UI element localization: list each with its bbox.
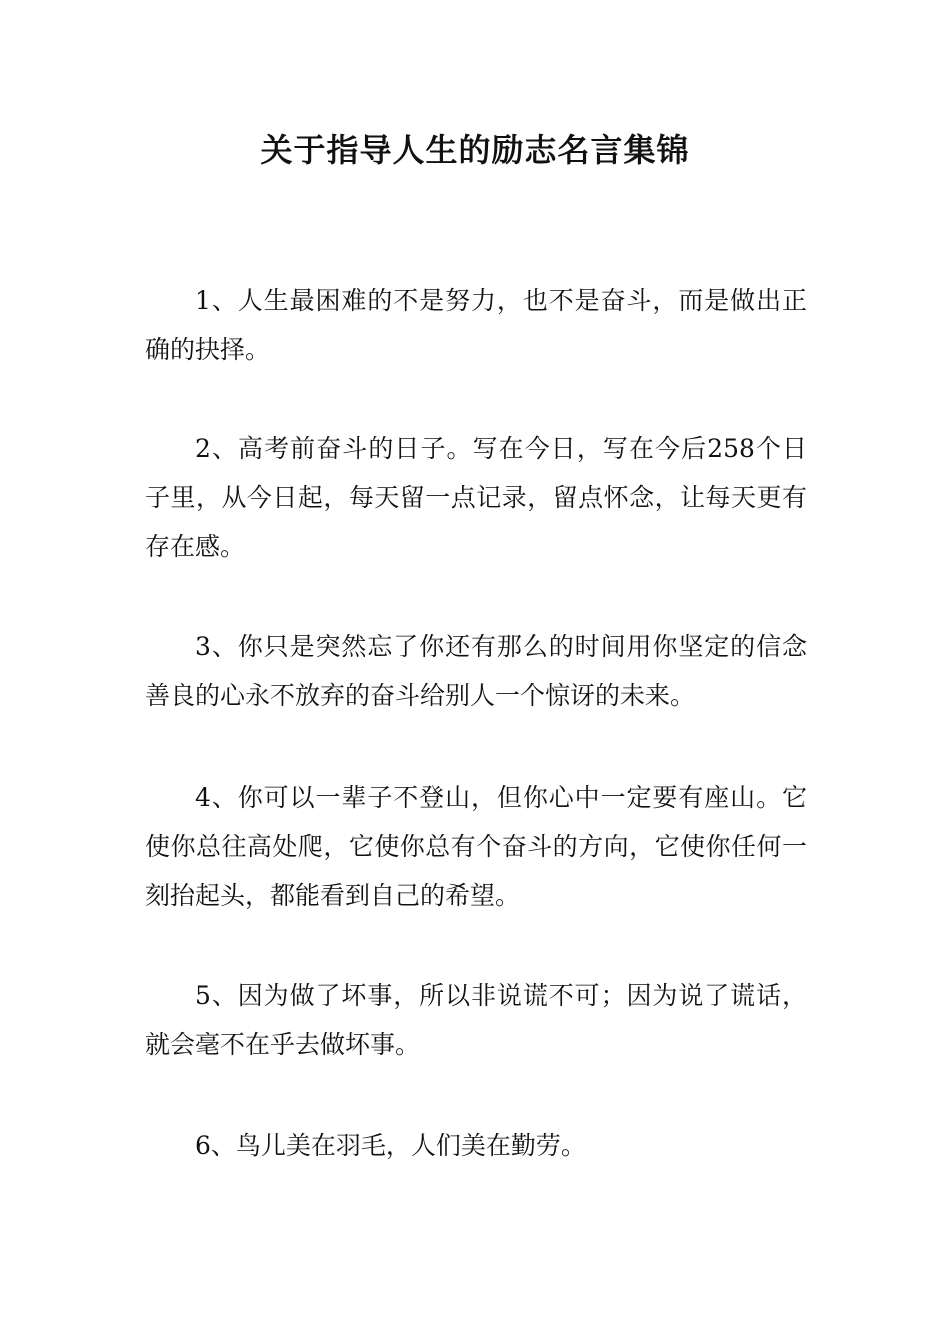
quote-entry-5: 5、因为做了坏事，所以非说谎不可；因为说了谎话，就会毫不在乎去做坏事。 bbox=[145, 981, 807, 1059]
quote-entry-4: 4、你可以一辈子不登山，但你心中一定要有座山。它使你总往高处爬，它使你总有个奋斗的方向，它使你任何一刻抬起头，都能看到自己的希望。 bbox=[145, 783, 807, 910]
quote-entry-6: 6、鸟儿美在羽毛，人们美在勤劳。 bbox=[195, 1131, 586, 1160]
quote-entry-2: 2、高考前奋斗的日子。写在今日，写在今后258个日子里，从今日起，每天留一点记录，留点怀念，让每天更有存在感。 bbox=[145, 434, 807, 561]
quote-entry-1: 1、人生最困难的不是努力，也不是奋斗，而是做出正确的抉择。 bbox=[145, 286, 807, 364]
document-title: 关于指导人生的励志名言集锦 bbox=[260, 131, 690, 169]
quote-entry-3: 3、你只是突然忘了你还有那么的时间用你坚定的信念善良的心永不放弃的奋斗给别人一个惊讶的未来。 bbox=[145, 632, 807, 710]
